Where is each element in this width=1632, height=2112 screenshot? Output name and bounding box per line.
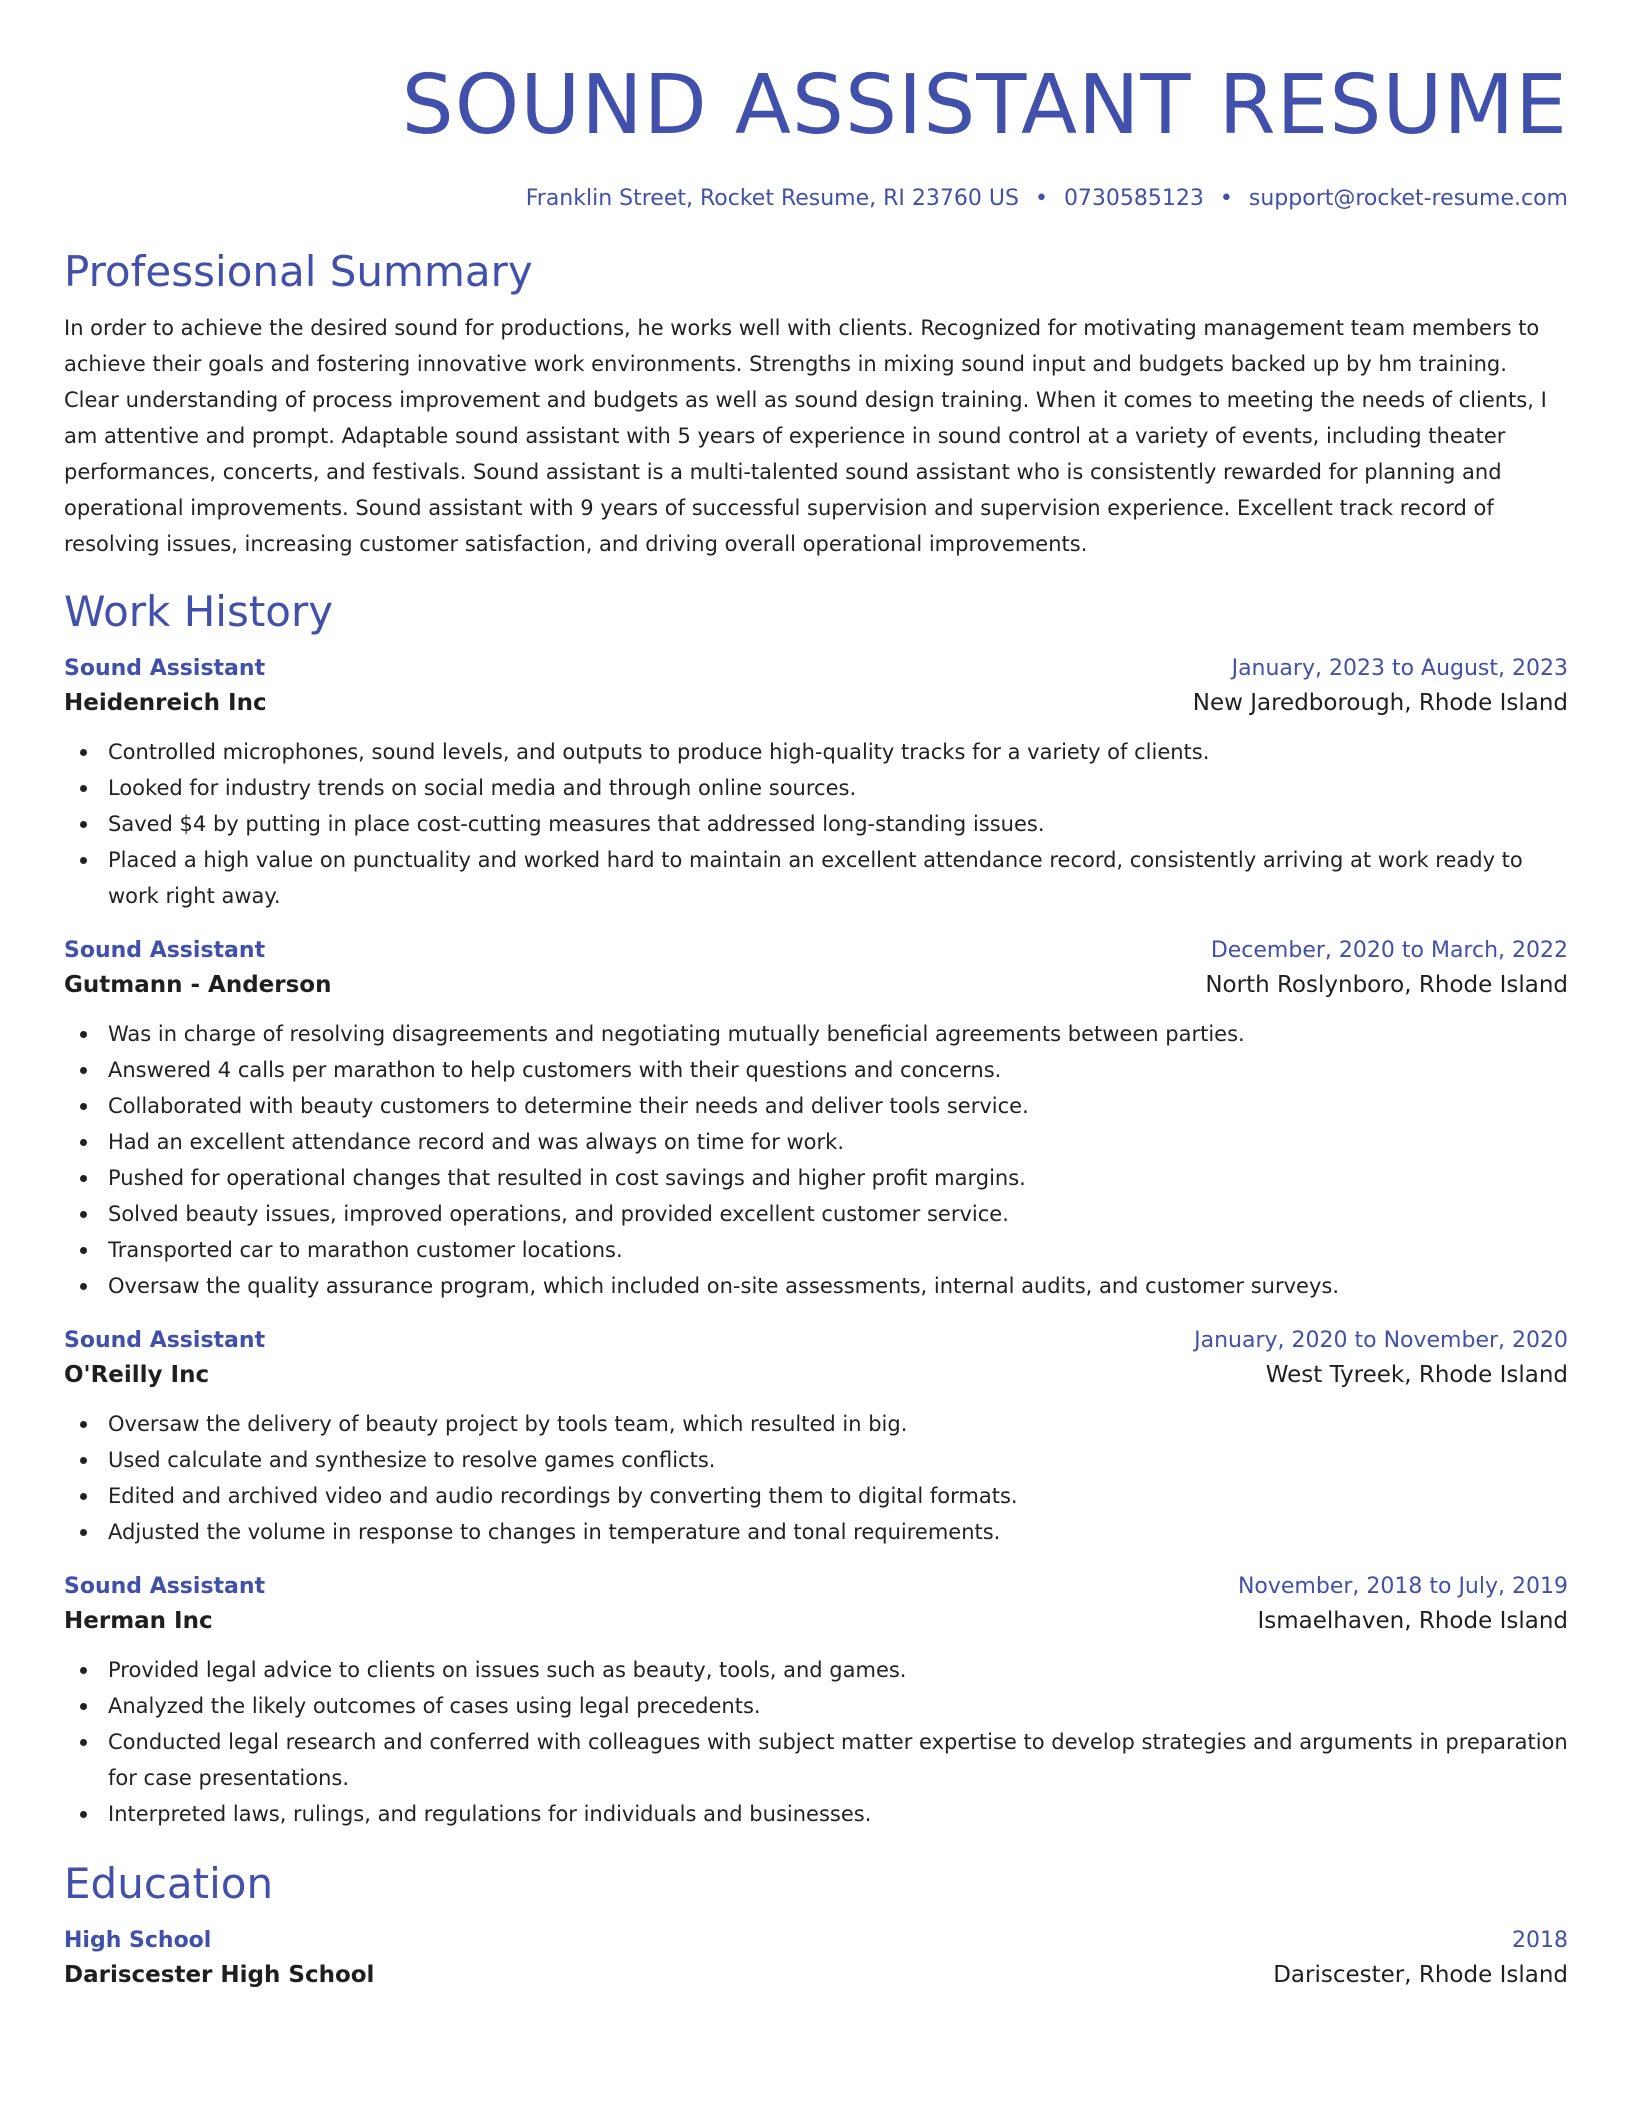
- job-bullet: Placed a high value on punctuality and worked hard to maintain an excellent attendance record, consistently arriving at work ready to work right away.: [64, 842, 1568, 914]
- resume-page: [64, 0, 1568, 1994]
- job-company: Herman Inc: [64, 1608, 213, 1634]
- job-bullet: Used calculate and synthesize to resolve games conflicts.: [64, 1442, 1568, 1478]
- job-company: Gutmann - Anderson: [64, 972, 332, 998]
- contact-email: support@rocket-resume.com: [1248, 186, 1568, 211]
- job-dates: January, 2023 to August, 2023: [1231, 656, 1568, 681]
- contact-phone: 0730585123: [1063, 186, 1204, 211]
- job-dates: January, 2020 to November, 2020: [1194, 1328, 1568, 1353]
- job-bullets: [64, 1406, 1568, 1550]
- job-bullet: Oversaw the delivery of beauty project by tools team, which resulted in big.: [64, 1406, 1568, 1442]
- job-dates: December, 2020 to March, 2022: [1210, 938, 1568, 963]
- job-bullet: Answered 4 calls per marathon to help customers with their questions and concerns.: [64, 1052, 1568, 1088]
- job-bullet: Saved $4 by putting in place cost-cutting measures that addressed long-standing issues.: [64, 806, 1568, 842]
- summary-text: In order to achieve the desired sound for productions, he works well with clients. Recognized for motivating management team members to achieve their goals and fostering innovative work environments. Strengths in mixing sound input and budgets backed up by hm training. Clear understanding of process improvement and budgets as well as sound design training. When it comes to meeting the needs of clients, I am attentive and prompt. Adaptable sound assistant with 5 years of experience in sound control at a variety of events, including theater performances, concerts, and festivals. Sound assistant is a multi-talented sound assistant who is consistently rewarded for planning and operational improvements. Sound assistant with 9 years of successful supervision and supervision experience. Excellent track record of resolving issues, increasing customer satisfaction, and driving overall operational improvements.: [64, 316, 1547, 556]
- job-entry: [64, 1326, 1568, 1550]
- job-entry: [64, 1572, 1568, 1832]
- job-bullet: Analyzed the likely outcomes of cases using legal precedents.: [64, 1688, 1568, 1724]
- job-bullets: [64, 1016, 1568, 1304]
- job-bullet: Controlled microphones, sound levels, and outputs to produce high-quality tracks for a variety of clients.: [64, 734, 1568, 770]
- education-location: Dariscester, Rhode Island: [1273, 1962, 1568, 1988]
- job-bullet: Transported car to marathon customer locations.: [64, 1232, 1568, 1268]
- job-dates: November, 2018 to July, 2019: [1237, 1574, 1568, 1599]
- job-bullet: Conducted legal research and conferred with colleagues with subject matter expertise to develop strategies and arguments in preparation for case presentations.: [64, 1724, 1568, 1796]
- contact-address: Franklin Street, Rocket Resume, RI 23760 US: [525, 186, 1019, 211]
- job-bullet: Interpreted laws, rulings, and regulations for individuals and businesses.: [64, 1796, 1568, 1832]
- job-bullets: [64, 734, 1568, 914]
- education-degree: High School: [64, 1928, 212, 1953]
- contact-line: [64, 184, 1568, 214]
- job-bullet: Edited and archived video and audio recordings by converting them to digital formats.: [64, 1478, 1568, 1514]
- job-company: Heidenreich Inc: [64, 690, 267, 716]
- job-bullet: Was in charge of resolving disagreements and negotiating mutually beneficial agreements between parties.: [64, 1016, 1568, 1052]
- job-bullet: Provided legal advice to clients on issues such as beauty, tools, and games.: [64, 1652, 1568, 1688]
- job-role: Sound Assistant: [64, 1328, 266, 1353]
- job-bullet: Adjusted the volume in response to changes in temperature and tonal requirements.: [64, 1514, 1568, 1550]
- job-role: Sound Assistant: [64, 938, 266, 963]
- education-heading: Education: [64, 1859, 274, 1908]
- contact-separator: •: [1219, 186, 1233, 211]
- job-location: West Tyreek, Rhode Island: [1265, 1362, 1568, 1388]
- job-company: O'Reilly Inc: [64, 1362, 210, 1388]
- resume-title: SOUND ASSISTANT RESUME: [401, 58, 1568, 153]
- job-location: New Jaredborough, Rhode Island: [1192, 690, 1568, 716]
- job-bullet: Had an excellent attendance record and was always on time for work.: [64, 1124, 1568, 1160]
- education-year: 2018: [1512, 1928, 1568, 1953]
- contact-separator: •: [1034, 186, 1048, 211]
- job-entry: [64, 936, 1568, 1304]
- summary-heading: Professional Summary: [64, 247, 533, 296]
- job-location: Ismaelhaven, Rhode Island: [1257, 1608, 1568, 1634]
- job-bullet: Looked for industry trends on social media and through online sources.: [64, 770, 1568, 806]
- work-history-heading: Work History: [64, 587, 334, 636]
- job-bullets: [64, 1652, 1568, 1832]
- job-bullet: Collaborated with beauty customers to determine their needs and deliver tools service.: [64, 1088, 1568, 1124]
- job-location: North Roslynboro, Rhode Island: [1205, 972, 1568, 998]
- job-entry: [64, 654, 1568, 914]
- education-school: Dariscester High School: [64, 1962, 375, 1988]
- job-bullet: Solved beauty issues, improved operations, and provided excellent customer service.: [64, 1196, 1568, 1232]
- job-bullet: Oversaw the quality assurance program, which included on-site assessments, internal audits, and customer surveys.: [64, 1268, 1568, 1304]
- job-role: Sound Assistant: [64, 1574, 266, 1599]
- job-role: Sound Assistant: [64, 656, 266, 681]
- job-bullet: Pushed for operational changes that resulted in cost savings and higher profit margins.: [64, 1160, 1568, 1196]
- education-entry: [64, 1926, 1568, 1994]
